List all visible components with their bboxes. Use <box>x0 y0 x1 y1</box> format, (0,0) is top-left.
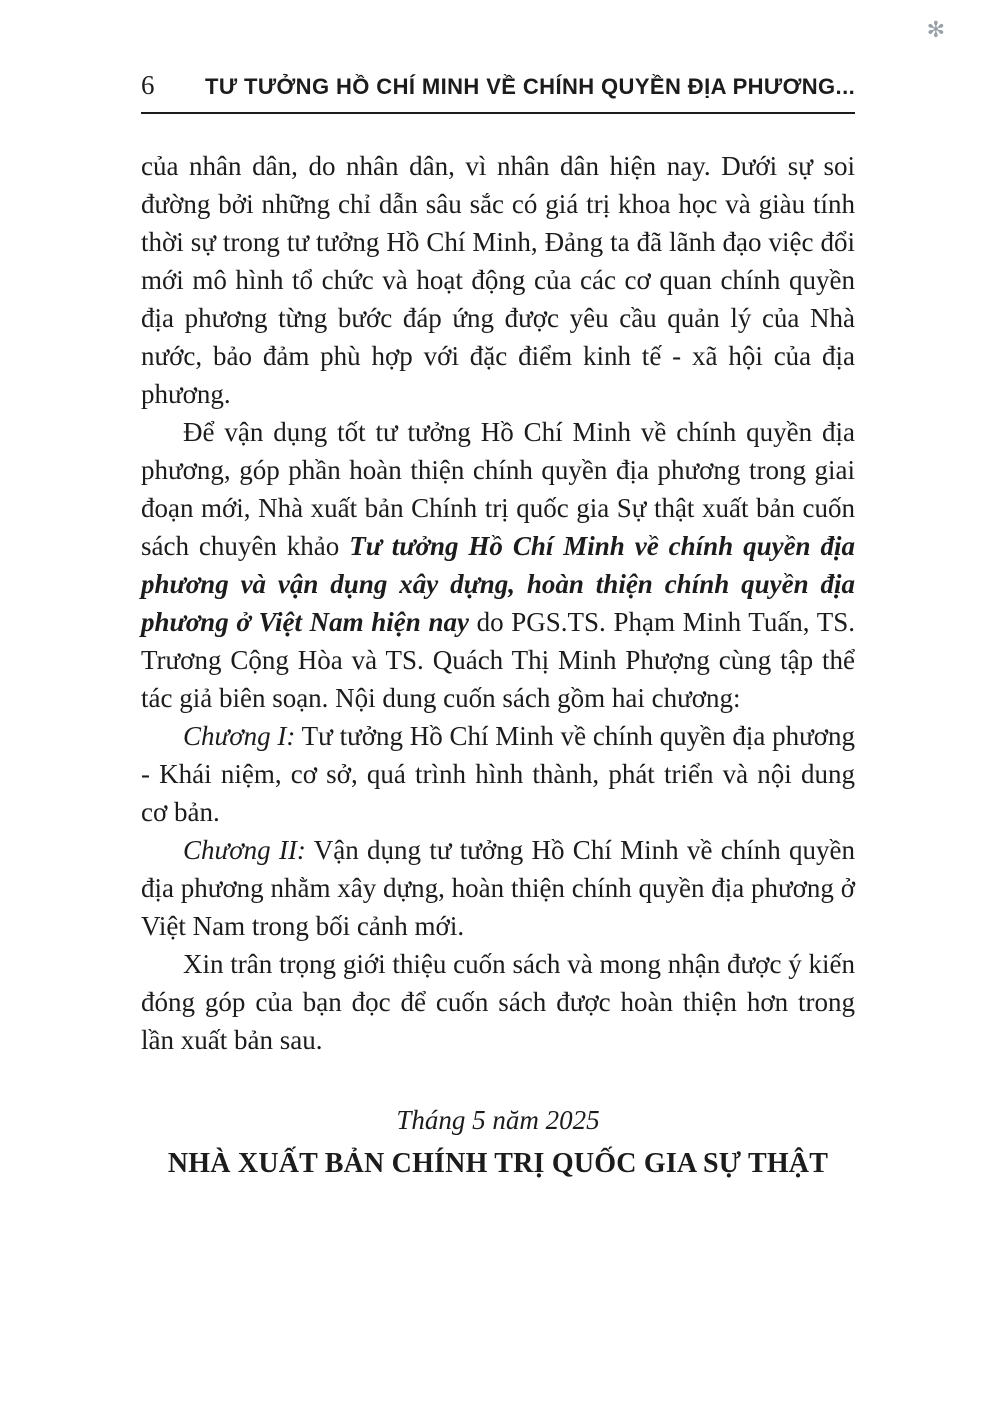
text-run: Vận dụng tư tưởng Hồ Chí Minh về chính quyền địa phương nhằm xây dựng, hoàn thiện chính quyền địa phương ở Việt Nam trong bối cảnh mới. <box>141 835 856 941</box>
paragraph-introduction <box>141 413 855 717</box>
paragraph-chapter-2 <box>141 831 855 945</box>
running-title: TƯ TƯỞNG HỒ CHÍ MINH VỀ CHÍNH QUYỀN ĐỊA PHƯƠNG... <box>205 74 856 99</box>
paragraph-chapter-1 <box>141 717 855 831</box>
text-run: Tư tưởng Hồ Chí Minh về chính quyền địa phương - Khái niệm, cơ sở, quá trình hình thành, phát triển và nội dung cơ bản. <box>141 721 855 827</box>
book-title-emphasis: Tư tưởng Hồ Chí Minh về chính quyền địa phương và vận dụng xây dựng, hoàn thiện chính quyền địa phương ở Việt Nam hiện nay <box>141 531 855 637</box>
publisher-line: NHÀ XUẤT BẢN CHÍNH TRỊ QUỐC GIA SỰ THẬT <box>167 1148 829 1179</box>
paragraph-closing-remarks <box>141 945 855 1059</box>
chapter-label: Chương I: <box>183 721 296 751</box>
text-run: do PGS.TS. Phạm Minh Tuấn, TS. Trương Cộng Hòa và TS. Quách Thị Minh Phượng cùng tập thể tác giả biên soạn. Nội dung cuốn sách gồm hai chương: <box>141 607 855 713</box>
date-line: Tháng 5 năm 2025 <box>396 1105 600 1135</box>
page-number: 6 <box>141 70 155 100</box>
signature-block <box>141 1099 855 1187</box>
chapter-label: Chương II: <box>183 835 306 865</box>
header-rule <box>141 112 855 114</box>
text-run: Xin trân trọng giới thiệu cuốn sách và mong nhận được ý kiến đóng góp của bạn đọc để cuốn sách được hoàn thiện hơn trong lần xuất bản sau. <box>141 949 855 1055</box>
page-corner-ornament-icon: ✻ <box>926 18 945 43</box>
text-run: Để vận dụng tốt tư tưởng Hồ Chí Minh về chính quyền địa phương, góp phần hoàn thiện chính quyền địa phương trong giai đoạn mới, Nhà xuất bản Chính trị quốc gia Sự thật xuất bản cuốn sách chuyên khảo <box>141 417 855 561</box>
page-header <box>141 70 855 101</box>
text-run: của nhân dân, do nhân dân, vì nhân dân hiện nay. Dưới sự soi đường bởi những chỉ dẫn sâu sắc có giá trị khoa học và giàu tính thời sự trong tư tưởng Hồ Chí Minh, Đảng ta đã lãnh đạo việc đổi mới mô hình tổ chức và hoạt động của các cơ quan chính quyền địa phương từng bước đáp ứng được yêu cầu quản lý của Nhà nước, bảo đảm phù hợp với đặc điểm kinh tế - xã hội của địa phương. <box>141 151 855 409</box>
paragraph-continuation <box>141 147 855 413</box>
page-body <box>141 147 855 1059</box>
